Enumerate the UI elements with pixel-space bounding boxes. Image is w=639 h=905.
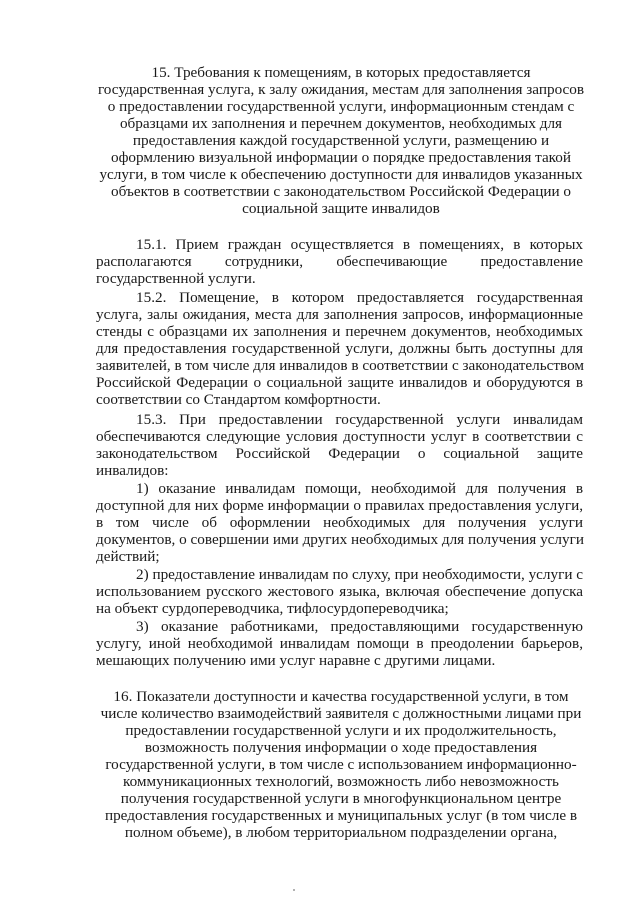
paragraph-15-2-line: стенды с образцами их заполнения и перечнем документов, необходимых bbox=[96, 323, 583, 340]
paragraph-15-2-line: для предоставления государственной услуги, должны быть доступны для bbox=[96, 340, 583, 357]
paragraph-15-3-line: инвалидов: bbox=[96, 462, 169, 479]
paragraph-15-1-line: государственной услуги. bbox=[96, 270, 256, 287]
scan-speck bbox=[293, 889, 295, 891]
section-16-heading-line: предоставления государственных и муниципальных услуг (в том числе в bbox=[104, 807, 578, 824]
section-15-heading-line: образцами их заполнения и перечнем документов, необходимых для bbox=[119, 115, 563, 132]
section-16-heading-line: получения государственной услуги в многофункциональном центре bbox=[120, 790, 562, 807]
section-16-heading-line: коммуникационных технологий, возможность либо невозможность bbox=[123, 773, 559, 790]
section-15-heading-line: предоставления каждой государственной услуги, размещению и bbox=[132, 132, 550, 149]
list-item-1-line: 1) оказание инвалидам помощи, необходимой для получения в bbox=[136, 480, 583, 497]
list-item-1-line: в том числе об оформлении необходимых для получения услуги bbox=[96, 514, 583, 531]
section-15-heading-line: о предоставлении государственной услуги, информационным стендам с bbox=[107, 98, 575, 115]
list-item-1-line: действий; bbox=[96, 548, 160, 565]
list-item-2-line: использованием русского жестового языка, включая обеспечение допуска bbox=[96, 583, 583, 600]
paragraph-15-3-line: обеспечиваются следующие условия доступности услуг в соответствии с bbox=[96, 428, 583, 445]
paragraph-15-2-line: заявителей, в том числе для инвалидов в соответствии с законодательством bbox=[96, 357, 585, 374]
list-item-1-line: доступной для них форме информации о правилах предоставления услуги, bbox=[96, 497, 583, 514]
section-15-heading-line: оформлению визуальной информации о порядке предоставления такой bbox=[110, 149, 572, 166]
list-item-3-line: мешающих получению ими услуг наравне с другими лицами. bbox=[96, 652, 496, 669]
list-item-1-line: документов, о совершении ими других необходимых для получения услуги bbox=[96, 531, 584, 548]
paragraph-15-3-line: законодательством Российской Федерации о социальной защите bbox=[96, 445, 583, 462]
section-15-heading-line: государственная услуга, к залу ожидания, местам для заполнения запросов bbox=[97, 81, 585, 98]
paragraph-15-2-line: Российской Федерации о социальной защите инвалидов и оборудуются в bbox=[96, 374, 583, 391]
list-item-2-line: 2) предоставление инвалидам по слуху, при необходимости, услуги с bbox=[136, 566, 583, 583]
section-16-heading-line: государственной услуги, в том числе с использованием информационно- bbox=[105, 756, 577, 773]
section-15-heading-line: социальной защите инвалидов bbox=[242, 200, 440, 217]
section-15-heading-line: 15. Требования к помещениям, в которых предоставляется bbox=[151, 64, 531, 81]
paragraph-15-1-line: 15.1. Прием граждан осуществляется в помещениях, в которых bbox=[136, 236, 583, 253]
section-16-heading-line: полном объеме), в любом территориальном подразделении органа, bbox=[124, 824, 558, 841]
paragraph-15-2-line: услуга, залы ожидания, места для заполнения запросов, информационные bbox=[96, 306, 583, 323]
list-item-3-line: 3) оказание работниками, предоставляющими государственную bbox=[136, 618, 583, 635]
section-16-heading-line: возможность получения информации о ходе предоставления bbox=[144, 739, 538, 756]
paragraph-15-1-line: располагаются сотрудники, обеспечивающие предоставление bbox=[96, 253, 583, 270]
section-16-heading-line: числе количество взаимодействий заявителя с должностными лицами при bbox=[100, 705, 582, 722]
section-16-heading-line: 16. Показатели доступности и качества государственной услуги, в том bbox=[113, 688, 569, 705]
section-15-heading-line: услуги, в том числе к обеспечению доступности для инвалидов указанных bbox=[99, 166, 583, 183]
list-item-3-line: услугу, иной необходимой инвалидам помощи в преодолении барьеров, bbox=[96, 635, 583, 652]
list-item-2-line: на объект сурдопереводчика, тифлосурдопереводчика; bbox=[96, 600, 449, 617]
paragraph-15-2-line: соответствии со Стандартом комфортности. bbox=[96, 391, 381, 408]
section-16-heading-line: предоставлении государственной услуги и их продолжительность, bbox=[125, 722, 557, 739]
section-15-heading-line: объектов в соответствии с законодательством Российской Федерации о bbox=[111, 183, 571, 200]
paragraph-15-3-line: 15.3. При предоставлении государственной услуги инвалидам bbox=[136, 411, 583, 428]
paragraph-15-2-line: 15.2. Помещение, в котором предоставляется государственная bbox=[136, 289, 583, 306]
